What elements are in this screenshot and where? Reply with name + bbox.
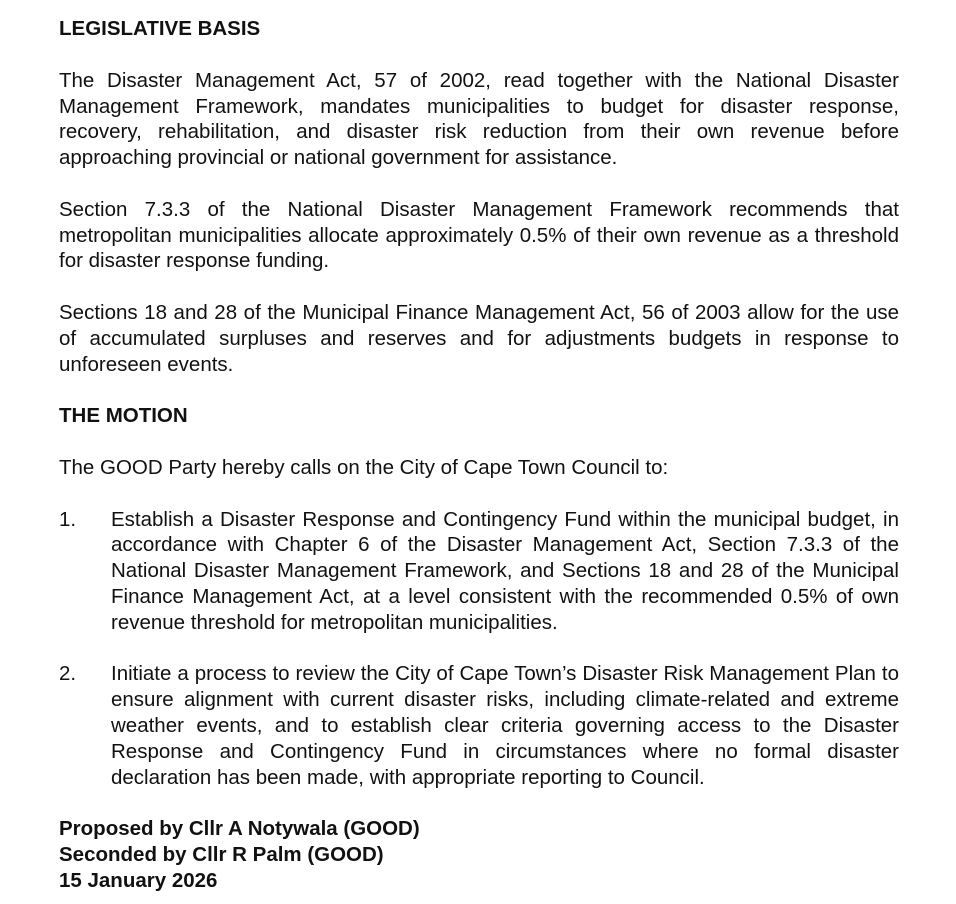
motion-item-number: 2.: [59, 662, 77, 686]
legislative-paragraph-3: Sections 18 and 28 of the Municipal Finance Management Act, 56 of 2003 allow for the use of accumulated surpluses and reserves and for adjustments budgets in response to unforeseen events.: [59, 300, 899, 376]
proposed-by: Proposed by Cllr A Notywala (GOOD): [59, 817, 420, 841]
motion-item-1: [59, 507, 899, 636]
motion-intro: The GOOD Party hereby calls on the City of Cape Town Council to:: [59, 455, 669, 479]
legislative-basis-heading: LEGISLATIVE BASIS: [59, 17, 261, 40]
motion-item-text: Establish a Disaster Response and Contingency Fund within the municipal budget, in accordance with Chapter 6 of the Disaster Management Act, Section 7.3.3 of the National Disaster Management Framework, and Sections 18 and 28 of the Municipal Finance Management Act, at a level consistent with the recommended 0.5% of own revenue threshold for metropolitan municipalities.: [111, 507, 899, 634]
motion-list: [59, 507, 899, 791]
document-page: [59, 16, 899, 894]
motion-item-2: [59, 661, 899, 790]
seconded-by: Seconded by Cllr R Palm (GOOD): [59, 842, 384, 866]
motion-item-text: Initiate a process to review the City of Cape Town’s Disaster Risk Management Plan to ensure alignment with current disaster risks, including climate-related and extreme weather events, and to establish clear criteria governing access to the Disaster Response and Contingency Fund in circumstances where no formal disaster declaration has been made, with appropriate reporting to Council.: [111, 662, 899, 789]
signoff-block: [59, 816, 899, 893]
motion-date: 15 January 2026: [59, 868, 218, 892]
motion-item-number: 1.: [59, 507, 77, 531]
legislative-paragraph-2: Section 7.3.3 of the National Disaster Management Framework recommends that metropolitan municipalities allocate approximately 0.5% of their own revenue as a threshold for disaster response funding.: [59, 197, 899, 273]
legislative-paragraph-1: The Disaster Management Act, 57 of 2002, read together with the National Disaster Management Framework, mandates municipalities to budget for disaster response, recovery, rehabilitation, and disaster risk reduction from their own revenue before approaching provincial or national government for assistance.: [59, 68, 899, 170]
motion-heading: THE MOTION: [59, 404, 188, 428]
